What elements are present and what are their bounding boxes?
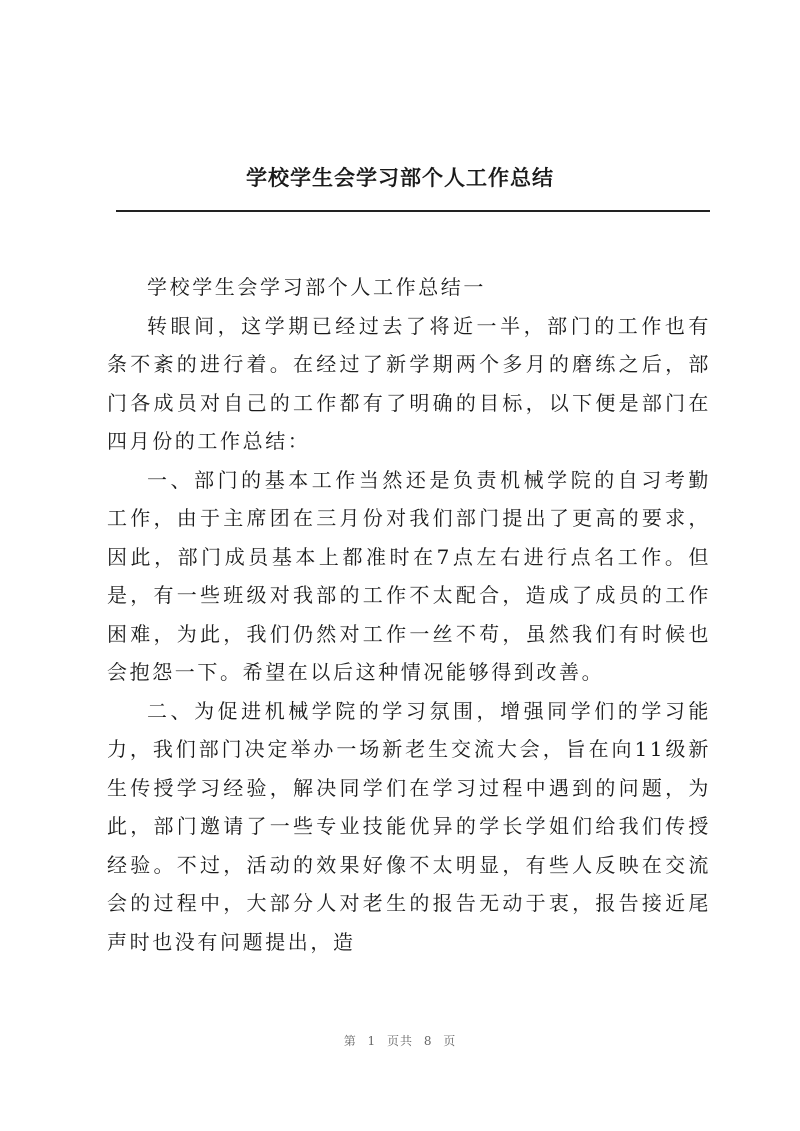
paragraph-intro: 转眼间，这学期已经过去了将近一半，部门的工作也有条不紊的进行着。在经过了新学期两个多月的磨练之后，部门各成员对自己的工作都有了明确的目标，以下便是部门在四月份的工作总结： xyxy=(107,313,711,453)
page-number: 第 1 页共 8 页 xyxy=(343,1034,457,1048)
document-body xyxy=(107,268,711,961)
section-heading: 学校学生会学习部个人工作总结一 xyxy=(147,275,486,299)
document-title: 学校学生会学习部个人工作总结 xyxy=(246,165,554,190)
paragraph-two: 二、为促进机械学院的学习氛围，增强同学们的学习能力，我们部门决定举办一场新老生交流大会，旨在向11级新生传授学习经验，解决同学们在学习过程中遇到的问题，为此，部门邀请了一些专业技能优异的学长学姐们给我们传授经验。不过，活动的效果好像不太明显，有些人反映在交流会的过程中，大部分人对老生的报告无动于衷，报告接近尾声时也没有问题提出，造 xyxy=(107,698,711,954)
title-divider xyxy=(116,210,710,212)
paragraph-one: 一、部门的基本工作当然还是负责机械学院的自习考勤工作，由于主席团在三月份对我们部门提出了更高的要求，因此，部门成员基本上都准时在7点左右进行点名工作。但是，有一些班级对我部的工作不太配合，造成了成员的工作困难，为此，我们仍然对工作一丝不苟，虽然我们有时候也会抱怨一下。希望在以后这种情况能够得到改善。 xyxy=(107,467,711,684)
